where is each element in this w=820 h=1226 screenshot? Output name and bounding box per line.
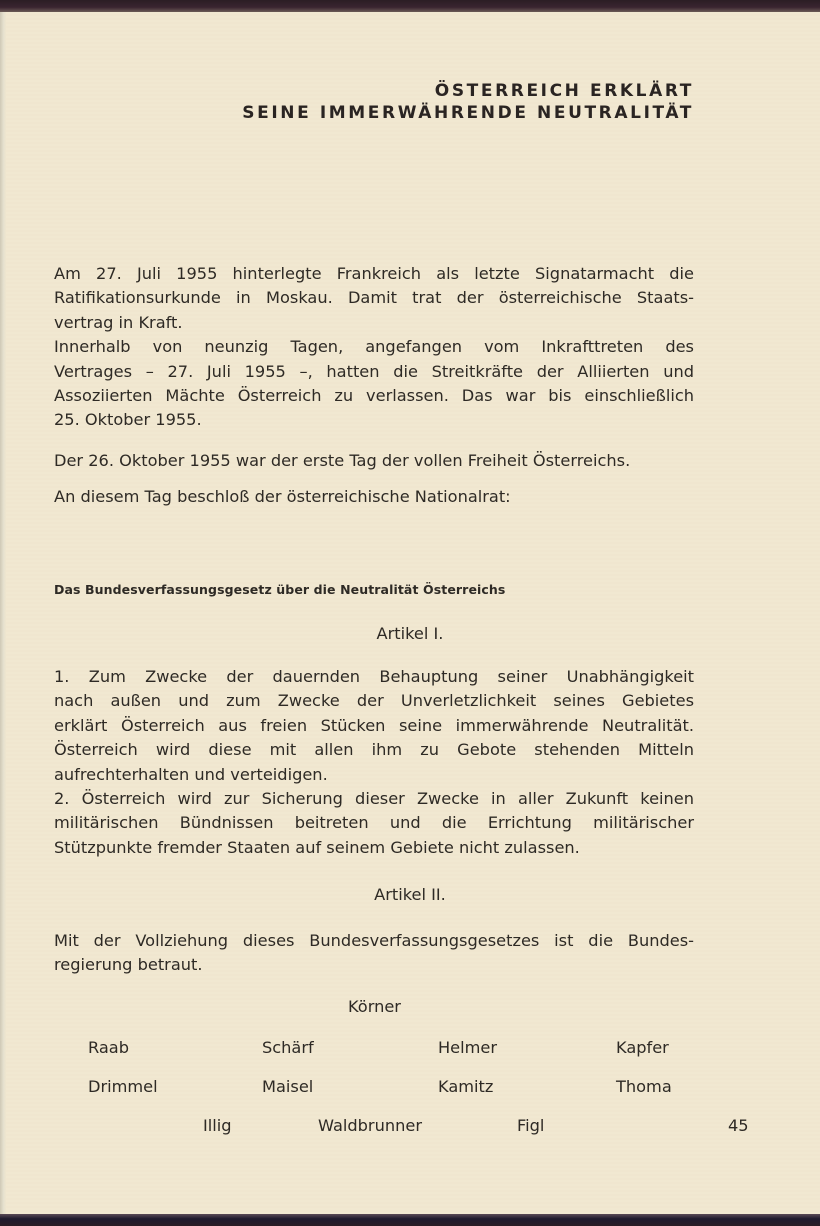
signatory: Figl — [517, 1116, 545, 1135]
article-2-line: regierung betraut. — [54, 955, 203, 975]
signatory: Drimmel — [88, 1077, 158, 1096]
article-1-line: Stützpunkte fremder Staaten auf seinem Gebiete nicht zulassen. — [54, 837, 580, 857]
page-number: 45 — [728, 1116, 749, 1135]
signatory: Schärf — [262, 1038, 314, 1057]
page-gutter — [0, 12, 6, 1214]
intro-line: 25. Oktober 1955. — [54, 410, 202, 430]
decision-paragraph: An diesem Tag beschloß der österreichische Nationalrat: — [54, 487, 511, 506]
intro-paragraph — [54, 262, 694, 433]
intro-line: Innerhalb von neunzig Tagen, angefangen vom Inkrafttreten des — [54, 337, 694, 357]
article-1-heading: Artikel I. — [376, 624, 444, 643]
article-1-line: 2. Österreich wird zur Sicherung dieser Zwecke in aller Zukunft keinen — [54, 789, 694, 809]
signatory: Raab — [88, 1038, 130, 1057]
intro-line: vertrag in Kraft. — [54, 312, 183, 332]
heading-line-2: SEINE IMMERWÄHRENDE NEUTRALITÄT — [242, 103, 694, 123]
article-2-line: Mit der Vollziehung dieses Bundesverfassungsgesetzes ist die Bundes- — [54, 931, 694, 950]
intro-line: Vertrages – 27. Juli 1955 –, hatten die Streitkräfte der Alliierten und — [54, 361, 694, 381]
book-page — [6, 12, 820, 1214]
article-1-line: aufrechterhalten und verteidigen. — [54, 764, 328, 784]
article-1-line: nach außen und zum Zwecke der Unverletzlichkeit seines Gebietes — [54, 691, 694, 711]
article-1-line: Österreich wird diese mit allen ihm zu Gebote stehenden Mitteln — [54, 740, 694, 760]
signatory: Kapfer — [616, 1038, 669, 1057]
scan-border-top — [0, 0, 820, 12]
freedom-paragraph: Der 26. Oktober 1955 war der erste Tag der vollen Freiheit Österreichs. — [54, 451, 631, 470]
signatory: Maisel — [262, 1077, 314, 1096]
article-2-text — [54, 929, 694, 978]
intro-line: Assoziierten Mächte Österreich zu verlassen. Das war bis einschließlich — [54, 386, 694, 406]
article-1-line: 1. Zum Zwecke der dauernden Behauptung seiner Unabhängigkeit — [54, 667, 694, 686]
law-title: Das Bundesverfassungsgesetz über die Neutralität Österreichs — [54, 582, 506, 597]
scan-border-bottom — [0, 1214, 820, 1226]
signatory: Illig — [203, 1116, 232, 1135]
signatory: Helmer — [438, 1038, 498, 1057]
article-1-text — [54, 665, 694, 860]
intro-line: Ratifikationsurkunde in Moskau. Damit trat der österreichische Staats- — [54, 288, 694, 308]
signatory: Kamitz — [438, 1077, 494, 1096]
article-2-heading: Artikel II. — [374, 885, 446, 904]
heading-line-1: ÖSTERREICH ERKLÄRT — [434, 81, 694, 101]
signatory: Waldbrunner — [318, 1116, 422, 1135]
article-1-line: militärischen Bündnissen beitreten und die Errichtung militärischer — [54, 813, 694, 833]
page-heading — [242, 80, 694, 124]
intro-line: Am 27. Juli 1955 hinterlegte Frankreich als letzte Signatarmacht die — [54, 264, 694, 283]
signatory: Thoma — [616, 1077, 672, 1096]
signatory-president: Körner — [348, 997, 401, 1016]
article-1-line: erklärt Österreich aus freien Stücken seine immerwährende Neutralität. — [54, 715, 694, 735]
